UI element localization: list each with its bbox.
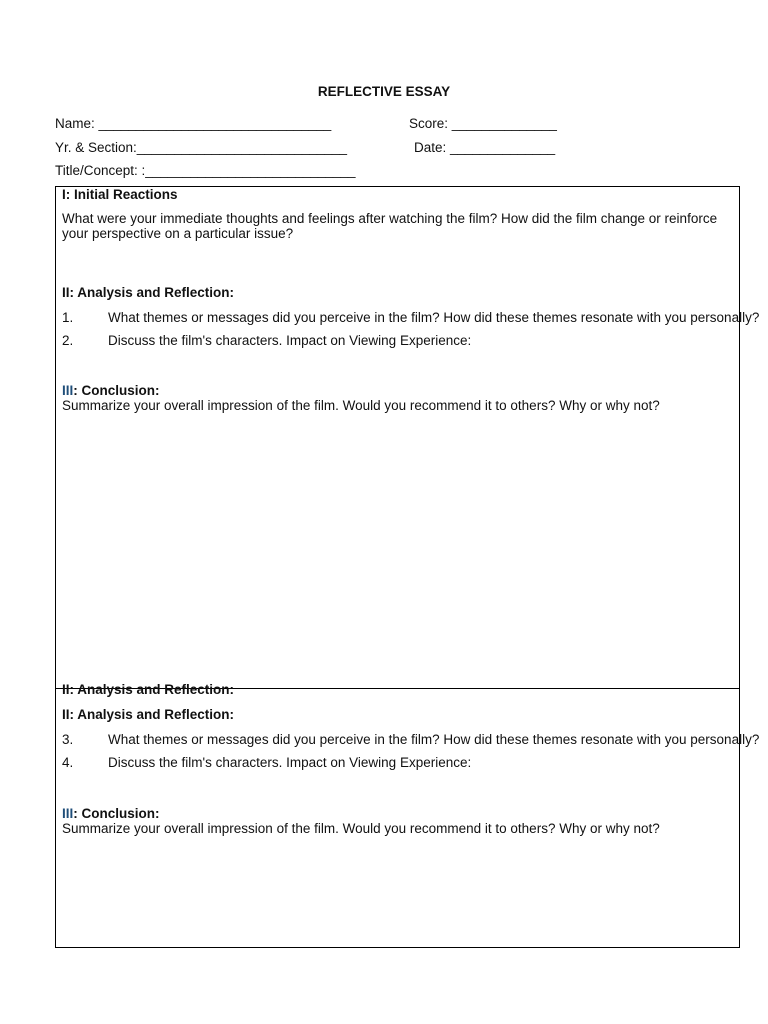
section2-heading: II: Analysis and Reflection: bbox=[62, 707, 235, 722]
list-item-number: 2. bbox=[62, 333, 74, 348]
list-item bbox=[62, 333, 471, 348]
overlap-heading: II: Analysis and Reflection: bbox=[62, 682, 235, 697]
conclusion-label: : Conclusion: bbox=[73, 383, 160, 398]
section1-heading: I: Initial Reactions bbox=[62, 187, 178, 202]
conclusion-heading bbox=[62, 806, 160, 821]
list-item-number: 3. bbox=[62, 732, 74, 747]
conclusion-label: : Conclusion: bbox=[73, 806, 160, 821]
list-item bbox=[62, 732, 759, 747]
list-item bbox=[62, 755, 471, 770]
list-item-text: Discuss the film's characters. Impact on Viewing Experience: bbox=[108, 333, 472, 348]
list-item-text: Discuss the film's characters. Impact on Viewing Experience: bbox=[108, 755, 472, 770]
conclusion-heading bbox=[62, 383, 160, 398]
list-item bbox=[62, 310, 759, 325]
essay-box-1 bbox=[55, 186, 740, 689]
title-concept-field[interactable]: Title/Concept: :____________________________ bbox=[55, 163, 356, 178]
conclusion-prompt: Summarize your overall impression of the film. Would you recommend it to others? Why or why not? bbox=[62, 398, 660, 413]
date-field[interactable]: Date: ______________ bbox=[414, 140, 556, 155]
conclusion-numeral: III bbox=[62, 383, 74, 398]
name-field[interactable]: Name: _______________________________ bbox=[55, 116, 332, 131]
document-title: REFLECTIVE ESSAY bbox=[317, 84, 451, 99]
list-item-number: 1. bbox=[62, 310, 74, 325]
section1-prompt: What were your immediate thoughts and feelings after watching the film? How did the film change or reinforce your perspective on a particular issue? bbox=[62, 211, 718, 241]
conclusion-prompt: Summarize your overall impression of the film. Would you recommend it to others? Why or why not? bbox=[62, 821, 660, 836]
list-item-number: 4. bbox=[62, 755, 74, 770]
list-item-text: What themes or messages did you perceive in the film? How did these themes resonate with you personally? bbox=[108, 732, 760, 747]
score-field[interactable]: Score: ______________ bbox=[409, 116, 557, 131]
conclusion-numeral: III bbox=[62, 806, 74, 821]
section2-heading: II: Analysis and Reflection: bbox=[62, 285, 235, 300]
yr-section-field[interactable]: Yr. & Section:____________________________ bbox=[55, 140, 348, 155]
list-item-text: What themes or messages did you perceive in the film? How did these themes resonate with you personally? bbox=[108, 310, 760, 325]
